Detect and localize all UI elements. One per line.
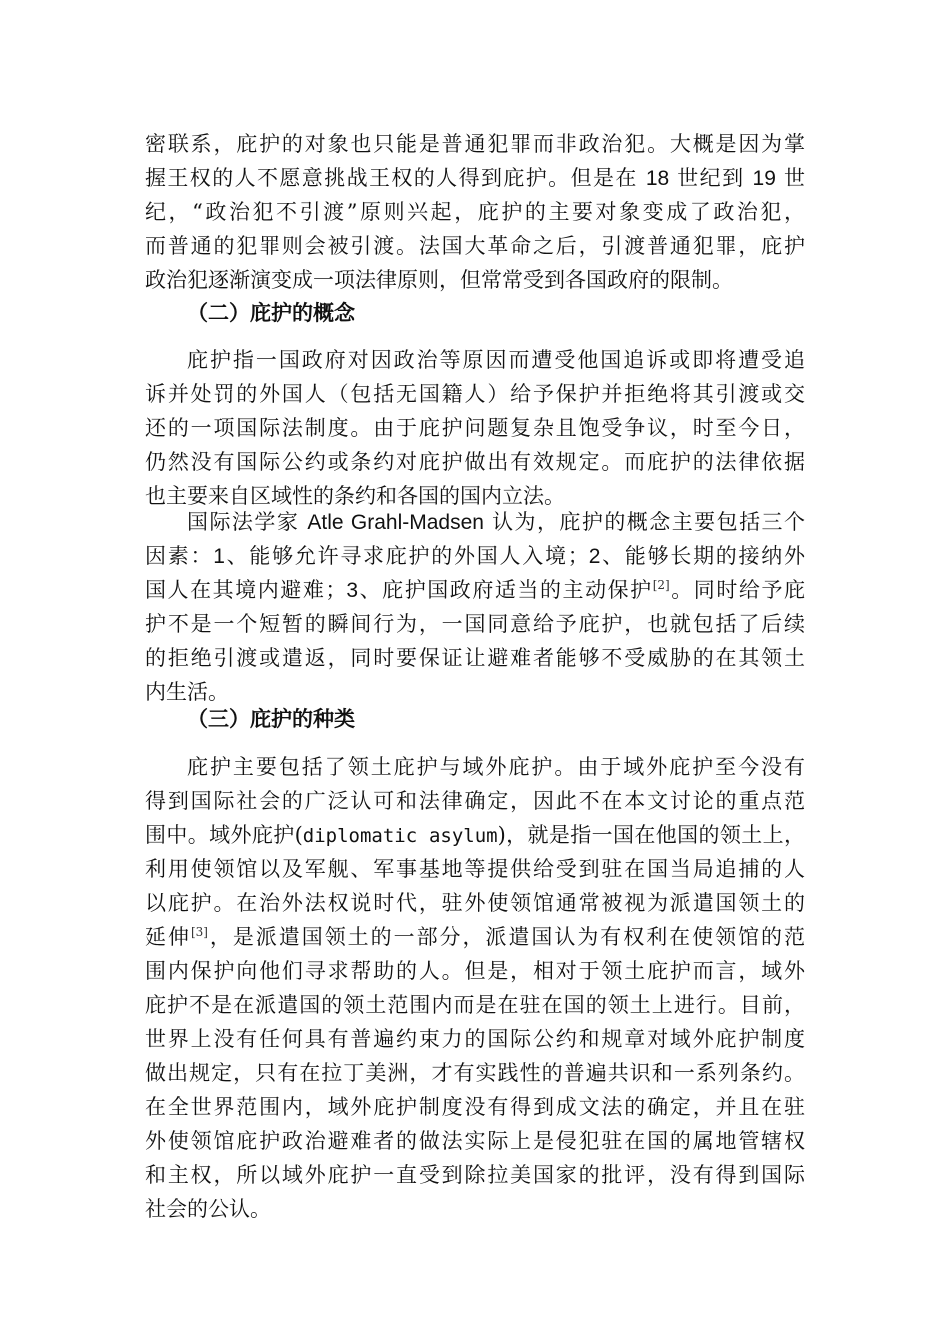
text-line: 而普通的犯罪则会被引渡。法国大革命之后，引渡普通犯罪，庇护	[145, 234, 805, 258]
section-heading: （三）庇护的种类	[187, 707, 355, 731]
text-line: 利用使领馆以及军舰、军事基地等提供给受到驻在国当局追捕的人	[145, 857, 805, 881]
text-line: 内生活。	[145, 680, 229, 704]
text-line: 诉并处罚的外国人（包括无国籍人）给予保护并拒绝将其引渡或交	[145, 382, 805, 406]
text-line: 庇护不是在派遣国的领土范围内而是在驻在国的领土上进行。目前，	[145, 993, 805, 1017]
text-line: 国人在其境内避难；3、庇护国政府适当的主动保护[2]。同时给予庇	[145, 578, 805, 602]
paragraph-concept	[145, 343, 805, 513]
text-line: 纪，“政治犯不引渡”原则兴起，庇护的主要对象变成了政治犯，	[145, 200, 805, 224]
footnote-ref: [2]	[652, 578, 670, 592]
text-line: 政治犯逐渐演变成一项法律原则，但常常受到各国政府的限制。	[145, 268, 733, 292]
text-line: 因素：1、能够允许寻求庇护的外国人入境；2、能够长期的接纳外	[145, 544, 806, 568]
text-line: 在全世界范围内，域外庇护制度没有得到成文法的确定，并且在驻	[145, 1095, 805, 1119]
section-heading: （二）庇护的概念	[187, 301, 355, 325]
text-line: 的拒绝引渡或遣返，同时要保证让避难者能够不受威胁的在其领土	[145, 646, 805, 670]
text-line: 和主权，所以域外庇护一直受到除拉美国家的批评，没有得到国际	[145, 1163, 805, 1187]
text-line: 做出规定，只有在拉丁美洲，才有实践性的普遍共识和一系列条约。	[145, 1061, 805, 1085]
text-line: 以庇护。在治外法权说时代，驻外使领馆通常被视为派遣国领土的	[145, 891, 805, 915]
text-line: 护不是一个短暂的瞬间行为，一国同意给予庇护，也就包括了后续	[145, 612, 805, 636]
text-line: 握王权的人不愿意挑战王权的人得到庇护。但是在 18 世纪到 19 世	[145, 166, 805, 190]
text-line: 围内保护向他们寻求帮助的人。但是，相对于领土庇护而言，域外	[145, 959, 805, 983]
text-line: 还的一项国际法制度。由于庇护问题复杂且饱受争议，时至今日，	[145, 416, 805, 440]
text-line: 庇护主要包括了领土庇护与域外庇护。由于域外庇护至今没有	[187, 755, 805, 779]
text-line: 得到国际社会的广泛认可和法律确定，因此不在本文讨论的重点范	[145, 789, 805, 813]
section-heading-types	[145, 702, 805, 736]
text-line: 也主要来自区域性的条约和各国的国内立法。	[145, 484, 565, 508]
text-line: 国际法学家 Atle Grahl-Madsen 认为，庇护的概念主要包括三个	[187, 510, 805, 534]
footnote-ref: [3]	[190, 925, 208, 939]
text-line: 围中。域外庇护(diplomatic asylum)，就是指一国在他国的领土上，	[145, 823, 805, 847]
text-line: 外使领馆庇护政治避难者的做法实际上是侵犯驻在国的属地管辖权	[145, 1129, 805, 1153]
section-heading-concept	[145, 296, 805, 330]
text-line: 世界上没有任何具有普遍约束力的国际公约和规章对域外庇护制度	[145, 1027, 805, 1051]
paragraph-types	[145, 750, 805, 1226]
text-line: 延伸[3]，是派遣国领土的一部分，派遣国认为有权利在使领馆的范	[145, 925, 806, 949]
text-line: 仍然没有国际公约或条约对庇护做出有效规定。而庇护的法律依据	[145, 450, 805, 474]
paragraph-history	[145, 127, 805, 297]
paragraph-elements	[145, 505, 805, 709]
text-line: 社会的公认。	[145, 1197, 271, 1221]
text-line: 庇护指一国政府对因政治等原因而遭受他国追诉或即将遭受追	[187, 348, 805, 372]
text-line: 密联系，庇护的对象也只能是普通犯罪而非政治犯。大概是因为掌	[145, 132, 805, 156]
